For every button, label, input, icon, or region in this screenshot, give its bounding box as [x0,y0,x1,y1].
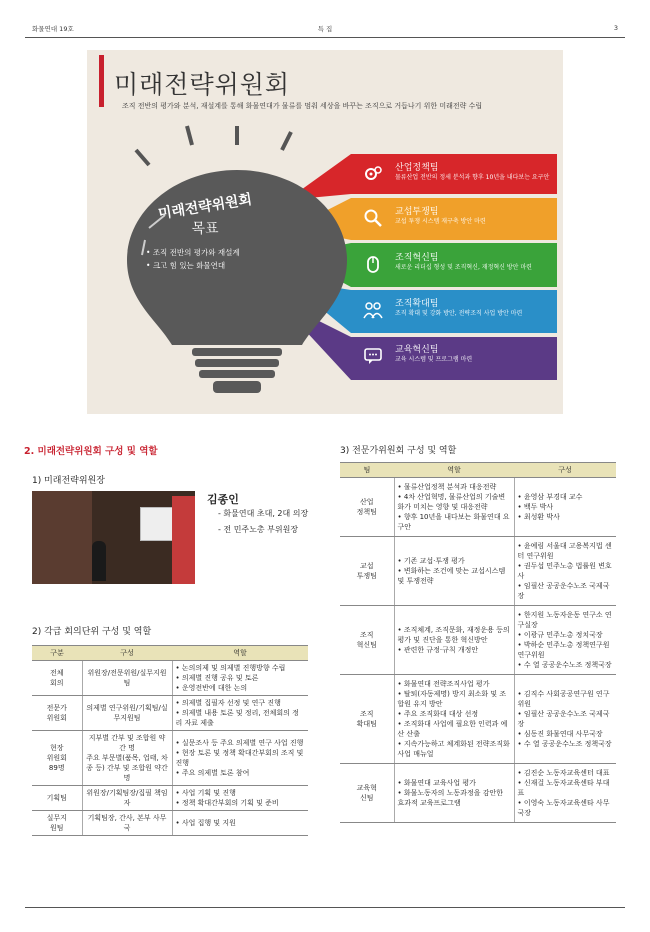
role-item: • 사업 기획 및 진행 [176,788,306,798]
team-cell: 교섭 투쟁팀 [340,537,394,606]
page-header [32,24,618,38]
table-row [340,606,616,675]
team-desc: 교섭 투쟁 시스템 재구축 방안 마련 [395,218,486,225]
bulb-tip [213,381,261,393]
role-item: • 기존 교섭·투쟁 평가 [398,556,511,566]
members-cell [514,675,616,764]
photo-speaker [92,541,106,581]
title-accent-bar [99,55,104,107]
table-row [32,786,308,811]
team-cell: 조직 혁신팀 [340,606,394,675]
magnifier-icon [363,208,383,228]
team-name: 교섭투쟁팀 [395,207,439,217]
role-item: • 향후 10년을 내다보는 화물연대 요구안 [398,512,511,532]
meetings-subheading: 2) 각급 회의단위 구성 및 역할 [32,627,152,637]
section2-title: 2. 미래전략위원회 구성 및 역할 [24,446,158,457]
table-row [32,661,308,696]
roles-cell [394,606,514,675]
page-number: 3 [613,24,618,32]
roles-list [398,625,511,655]
role-item: • 화물연대 전략조직사업 평가 [398,679,511,689]
photo-wall [32,491,92,584]
role-item: • 운영전반에 대한 논의 [176,683,306,693]
header-rule [25,37,625,38]
role-item: • 의제별 진행 공유 및 토론 [176,673,306,683]
roles-list [176,788,306,808]
goal-box [130,191,280,272]
team-org-expansion [351,290,556,330]
chair-subheading: 1) 미래전략위원장 [32,476,105,486]
member-item: • 신재걸 노동자교육센타 부대표 [518,778,614,798]
team-cell: 교육혁 신팀 [340,764,394,823]
team-name: 교육혁신팀 [395,345,439,355]
team-name: 조직확대팀 [395,299,439,309]
table-row [32,811,308,836]
goal-list [146,246,280,272]
team-desc: 물류산업 전반의 정세 분석과 향후 10년을 내다보는 요구안 [395,174,550,181]
table-header: 역할 [394,463,514,478]
team-org-innovation [351,244,556,284]
members-list [518,541,614,601]
member-item: • 김직수 사회공공연구원 연구위원 [518,689,614,709]
roles-cell [172,786,308,811]
role-item: • 사업 집행 및 지원 [176,818,306,828]
bulb-ring [199,370,275,378]
role-item: • 현장 토론 및 정책 확대간부회의 조직 및 진행 [176,748,306,768]
goal-item: • 크고 힘 있는 화물연대 [146,261,226,270]
member-item: • 권두섭 민주노총 법률원 변호사 [518,561,614,581]
unit-cell: 기획팀 [32,786,82,811]
members-cell: 위원장/전문위원/실무지원팀 [82,661,172,696]
member-item: • 김진순 노동자교육센터 대표 [518,768,614,778]
role-item: • 주요 조직화대 대상 선정 [398,709,511,719]
team-name: 조직혁신팀 [395,253,439,263]
unit-cell: 전문가 위원회 [32,696,82,731]
gears-icon [363,164,383,184]
meetings-table [32,645,308,836]
role-item: • 의제별 집필자 선정 및 연구 진행 [176,698,306,708]
team-cell: 산업 정책팀 [340,478,394,537]
table-header: 구분 [32,646,82,661]
role-item: • 관련한 규정·규칙 개정안 [398,645,511,655]
role-item: • 변화하는 조건에 맞는 교섭시스템 및 투쟁전략 [398,566,511,586]
photo-banner [172,496,195,584]
experts-table [340,462,616,823]
table-row [340,764,616,823]
members-list [518,689,614,749]
unit-cell: 전체 회의 [32,661,82,696]
member-item: • 임필산 공공운수노조 국제국장 [518,709,614,729]
header-section: 특 집 [317,25,333,33]
members-list [518,768,614,818]
member-item: • 수 열 공공운수노조 정책국장 [518,739,614,749]
team-bargaining [351,198,556,238]
goal-title: 미래전략위원회 [157,191,254,223]
unit-cell: 실무지 원팀 [32,811,82,836]
team-industry-policy [351,154,556,194]
members-cell: 지부별 간부 및 조합원 약간 명 주요 부문별(품목, 업태, 차종 등) 간부 및 조합원 약간 명 [82,731,172,786]
roles-list [398,556,511,586]
member-item: • 심동진 화물연대 사무국장 [518,729,614,739]
chair-bio-line: - 전 민주노총 부위원장 [218,525,299,534]
table-row [32,696,308,731]
table-row [340,478,616,537]
people-icon [363,300,383,320]
team-cell: 조직 확대팀 [340,675,394,764]
roles-cell [394,537,514,606]
table-header: 팀 [340,463,394,478]
footer-rule [25,907,625,908]
experts-subheading: 3) 전문가위원회 구성 및 역할 [340,446,457,456]
table-row [340,675,616,764]
mouse-icon [363,254,383,274]
table-header-row [340,463,616,478]
roles-cell [394,478,514,537]
roles-cell [172,661,308,696]
table-header: 역할 [172,646,308,661]
team-desc: 새로운 리더십 형성 및 조직혁신, 재정혁신 방안 마련 [395,264,532,271]
chair-bio-line: - 화물연대 초대, 2대 의장 [218,509,309,518]
chair-photo [32,491,195,584]
roles-cell [172,811,308,836]
role-item: • 실문조사 등 주요 의제별 연구 사업 진행 [176,738,306,748]
role-item: • 의제별 내용 토론 및 정리, 전체회의 정리 자료 제출 [176,708,306,728]
table-header: 구성 [514,463,616,478]
roles-list [176,738,306,778]
roles-cell [394,764,514,823]
role-item: • 화물연대 교육사업 평가 [398,778,511,788]
members-cell: 의제별 연구위원/기획팀/실무지원팀 [82,696,172,731]
roles-cell [394,675,514,764]
member-item: • 박하순 민주노총 정책연구원 연구위원 [518,640,614,660]
roles-list [176,818,306,828]
header-issue: 화물연대 19호 [32,25,74,33]
team-education [351,336,556,376]
member-item: • 윤영삼 부경대 교수 [518,492,614,502]
chair-name: 김종인 [207,493,239,506]
bulb-ring [195,359,279,367]
roles-cell [172,731,308,786]
role-item: • 물류산업정책 분석과 대응전략 [398,482,511,492]
members-list [518,492,614,522]
member-item: • 이광규 민주노총 정치국장 [518,630,614,640]
members-cell [514,764,616,823]
banner-title: 미래전략위원회 [114,70,291,99]
ray-line [282,132,291,150]
bulb-ring [192,348,282,356]
role-item: • 지속가능하고 체계화된 전략조직화사업 매뉴얼 [398,739,511,759]
member-item: • 이영숙 노동자교육센타 사무국장 [518,798,614,818]
member-item: • 윤예림 서울대 고용복지법 센터 연구위원 [518,541,614,561]
members-cell [514,606,616,675]
member-item: • 백두 박사 [518,502,614,512]
roles-list [176,698,306,728]
role-item: • 주요 의제별 토론 참여 [176,768,306,778]
role-item: • 정책 확대간부회의 기획 및 준비 [176,798,306,808]
table-row [32,731,308,786]
chat-icon [363,346,383,366]
banner-subtitle: 조직 전반의 평가와 분석, 재설계를 통해 화물연대가 물류를 멈춰 세상을 바꾸는 조직으로 거듭나기 위한 미래전략 수립 [122,102,483,110]
team-desc: 조직 확대 및 강화 방안, 전략조직 사업 방안 마련 [395,310,523,317]
members-list [518,610,614,670]
role-item: • 논의의제 및 의제별 진행방향 수립 [176,663,306,673]
member-item: • 한지원 노동자운동 연구소 연구실장 [518,610,614,630]
team-name: 산업정책팀 [395,163,439,173]
roles-list [398,482,511,532]
table-header-row [32,646,308,661]
goal-item: • 조직 전반의 평가와 재설계 [146,248,240,257]
roles-list [176,663,306,693]
member-item: • 수 열 공공운수노조 정책국장 [518,660,614,670]
team-desc: 교육 시스템 및 프로그램 마련 [395,356,473,363]
role-item: • 탈퇴(자동제명) 방지 최소화 및 조합원 유지 방안 [398,689,511,709]
roles-list [398,679,511,759]
ray-line [136,150,149,165]
members-cell: 위원장/기획팀장/집필 책임자 [82,786,172,811]
members-cell [514,537,616,606]
roles-cell [172,696,308,731]
member-item: • 임필산 공공운수노조 국제국장 [518,581,614,601]
table-header: 구성 [82,646,172,661]
goal-label: 목표 [191,221,219,237]
role-item: • 4차 산업혁명, 물류산업의 기술변화가 미치는 영향 및 대응전략 [398,492,511,512]
role-item: • 조직화대 사업에 필요한 인력과 예산 산출 [398,719,511,739]
ray-line [187,126,192,145]
members-cell [514,478,616,537]
roles-list [398,778,511,808]
member-item: • 최성환 박사 [518,512,614,522]
members-cell: 기획팀장, 간사, 본부 사무국 [82,811,172,836]
unit-cell: 현장 위원회 89명 [32,731,82,786]
role-item: • 화물노동자의 노동과정을 감안한 효과적 교육프로그램 [398,788,511,808]
role-item: • 조직체계, 조직문화, 재정운용 등의 평가 및 진단을 통한 혁신방안 [398,625,511,645]
table-row [340,537,616,606]
